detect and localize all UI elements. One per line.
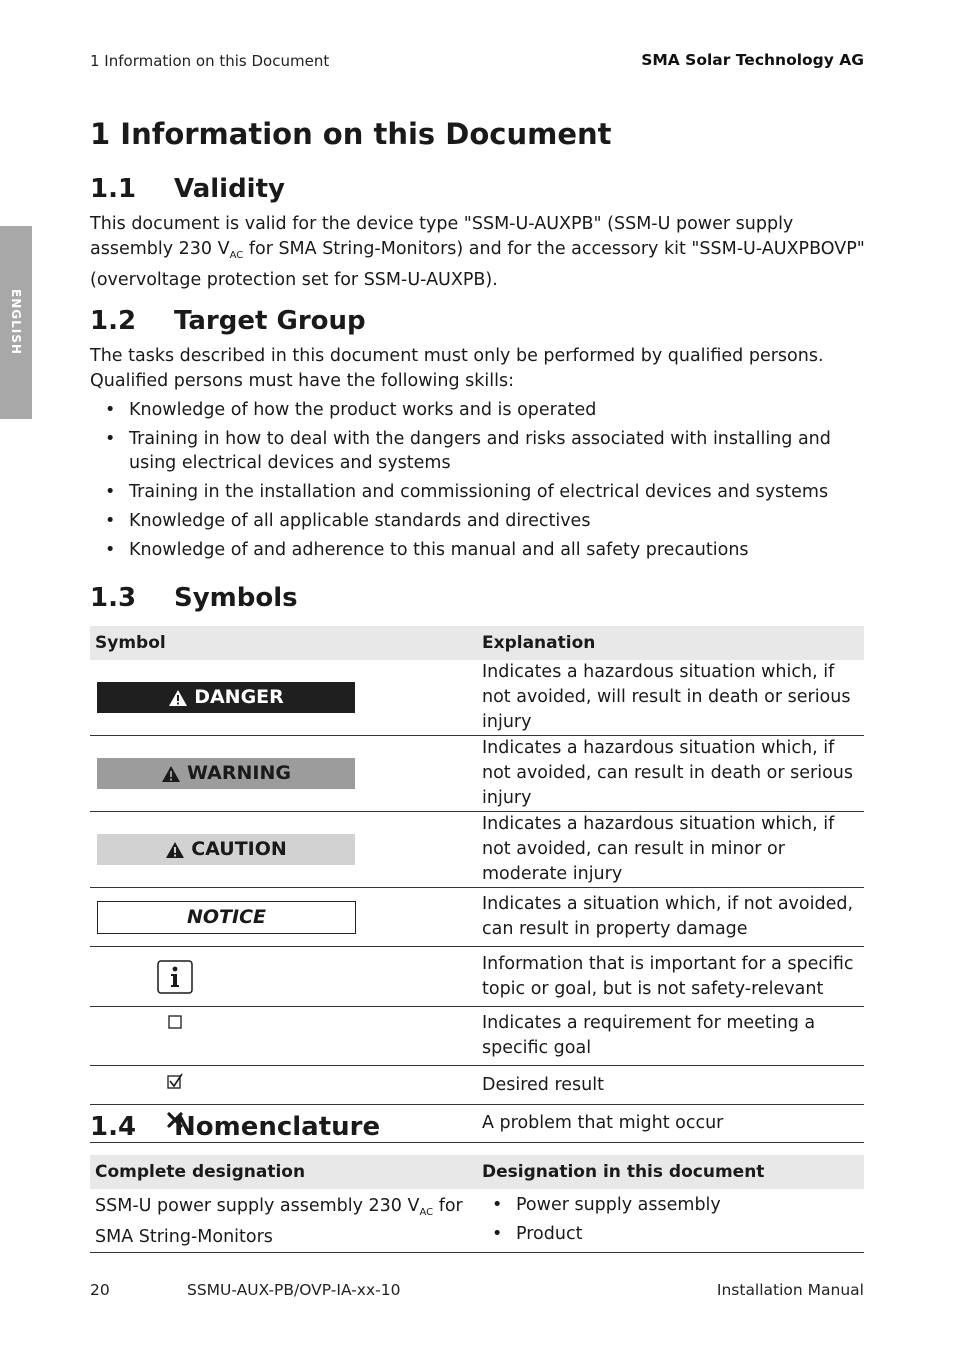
list-item: • Training in how to deal with the dangers and risks associated with installing and using electrical devices and systems <box>90 427 865 475</box>
validity-subscript: AC <box>229 250 244 261</box>
short-designation-cell <box>477 1189 864 1252</box>
warning-badge <box>97 758 355 789</box>
table-row <box>90 888 864 947</box>
danger-badge <box>97 682 355 713</box>
explanation-cell: Indicates a hazardous situation which, if not avoided, can result in death or serious injury <box>477 736 864 812</box>
section-title: Validity <box>174 174 285 204</box>
symbol-cell <box>90 1066 477 1105</box>
table-row <box>90 1066 864 1105</box>
designation-subscript: AC <box>419 1207 434 1218</box>
column-header-document: Designation in this document <box>477 1155 864 1189</box>
chapter-title: 1 Information on this Document <box>90 117 612 151</box>
page-number: 20 <box>90 1281 110 1299</box>
section-number: 1.4 <box>90 1112 137 1142</box>
section-number: 1.3 <box>90 583 137 613</box>
list-item: • Training in the installation and commissioning of electrical devices and systems <box>90 480 865 504</box>
running-header-company: SMA Solar Technology AG <box>641 51 864 69</box>
document-code: SSMU-AUX-PB/OVP-IA-xx-10 <box>187 1281 401 1299</box>
symbols-table <box>90 626 864 1143</box>
badge-label: DANGER <box>194 686 284 708</box>
badge-label: NOTICE <box>186 905 266 928</box>
column-header-complete: Complete designation <box>90 1155 477 1189</box>
section-number: 1.1 <box>90 174 137 204</box>
table-row <box>90 812 864 888</box>
section-title: Nomenclature <box>174 1112 381 1142</box>
caution-badge <box>97 834 355 865</box>
section-title: Target Group <box>174 306 366 336</box>
column-header-symbol: Symbol <box>90 626 477 660</box>
designation-list <box>477 1191 859 1249</box>
designation-text-part2: for SMA String-Monitors <box>95 1196 463 1247</box>
explanation-cell: Indicates a requirement for meeting a specific goal <box>477 1007 864 1066</box>
table-row <box>90 660 864 736</box>
list-item: • Knowledge of all applicable standards and directives <box>90 509 865 533</box>
section-heading-validity <box>90 174 285 204</box>
table-row <box>90 1007 864 1066</box>
explanation-cell: Information that is important for a specific topic or goal, but is not safety-relevant <box>477 947 864 1007</box>
list-item: • Knowledge of how the product works and is operated <box>90 398 865 422</box>
warning-triangle-icon <box>168 689 188 707</box>
list-item: • Product <box>477 1220 859 1249</box>
skills-list <box>90 398 865 567</box>
validity-text-part2: for SMA String-Monitors) and for the accessory kit "SSM-U-AUXPBOVP" (overvoltage protection set for SSM-U-AUXPB). <box>90 239 865 290</box>
table-row <box>90 736 864 812</box>
warning-triangle-icon <box>165 841 185 859</box>
symbol-cell <box>90 1007 477 1066</box>
symbol-cell <box>90 888 477 947</box>
badge-label: WARNING <box>187 762 291 784</box>
explanation-cell: Indicates a hazardous situation which, if not avoided, can result in minor or moderate injury <box>477 812 864 888</box>
section-number: 1.2 <box>90 306 137 336</box>
table-row <box>90 1189 864 1252</box>
symbol-cell <box>90 736 477 812</box>
checkbox-checked-icon <box>167 1073 183 1089</box>
table-header-row <box>90 626 864 660</box>
target-group-intro: The tasks described in this document must only be performed by qualified persons. Qualified persons must have the following skills: <box>90 346 824 391</box>
explanation-cell: A problem that might occur <box>477 1105 864 1143</box>
explanation-cell: Indicates a hazardous situation which, if not avoided, will result in death or serious injury <box>477 660 864 736</box>
table-header-row <box>90 1155 864 1189</box>
nomenclature-table <box>90 1155 864 1253</box>
list-item: • Power supply assembly <box>477 1191 859 1220</box>
column-header-explanation: Explanation <box>477 626 864 660</box>
badge-label: CAUTION <box>191 838 287 860</box>
language-side-tab <box>0 226 32 419</box>
symbol-cell <box>90 660 477 736</box>
section-title: Symbols <box>174 583 298 613</box>
language-label: ENGLISH <box>9 289 23 355</box>
explanation-cell: Desired result <box>477 1066 864 1105</box>
validity-paragraph <box>90 212 865 293</box>
explanation-cell: Indicates a situation which, if not avoided, can result in property damage <box>477 888 864 947</box>
checkbox-empty-icon <box>168 1015 182 1029</box>
section-heading-target-group <box>90 306 366 336</box>
info-icon <box>157 960 193 994</box>
warning-triangle-icon <box>161 765 181 783</box>
list-item: • Knowledge of and adherence to this manual and all safety precautions <box>90 538 865 562</box>
running-header-chapter: 1 Information on this Document <box>90 52 330 70</box>
designation-text-part1: SSM-U power supply assembly 230 V <box>95 1196 420 1216</box>
section-heading-nomenclature <box>90 1112 380 1142</box>
section-heading-symbols <box>90 583 298 613</box>
document-type: Installation Manual <box>716 1281 864 1299</box>
notice-badge <box>97 901 356 934</box>
table-row <box>90 947 864 1007</box>
symbol-cell <box>90 947 477 1007</box>
validity-text-part1: This document is valid for the device type "SSM-U-AUXPB" (SSM-U power supply assembly 230 V <box>90 214 794 259</box>
symbol-cell <box>90 812 477 888</box>
complete-designation-cell <box>90 1189 477 1252</box>
